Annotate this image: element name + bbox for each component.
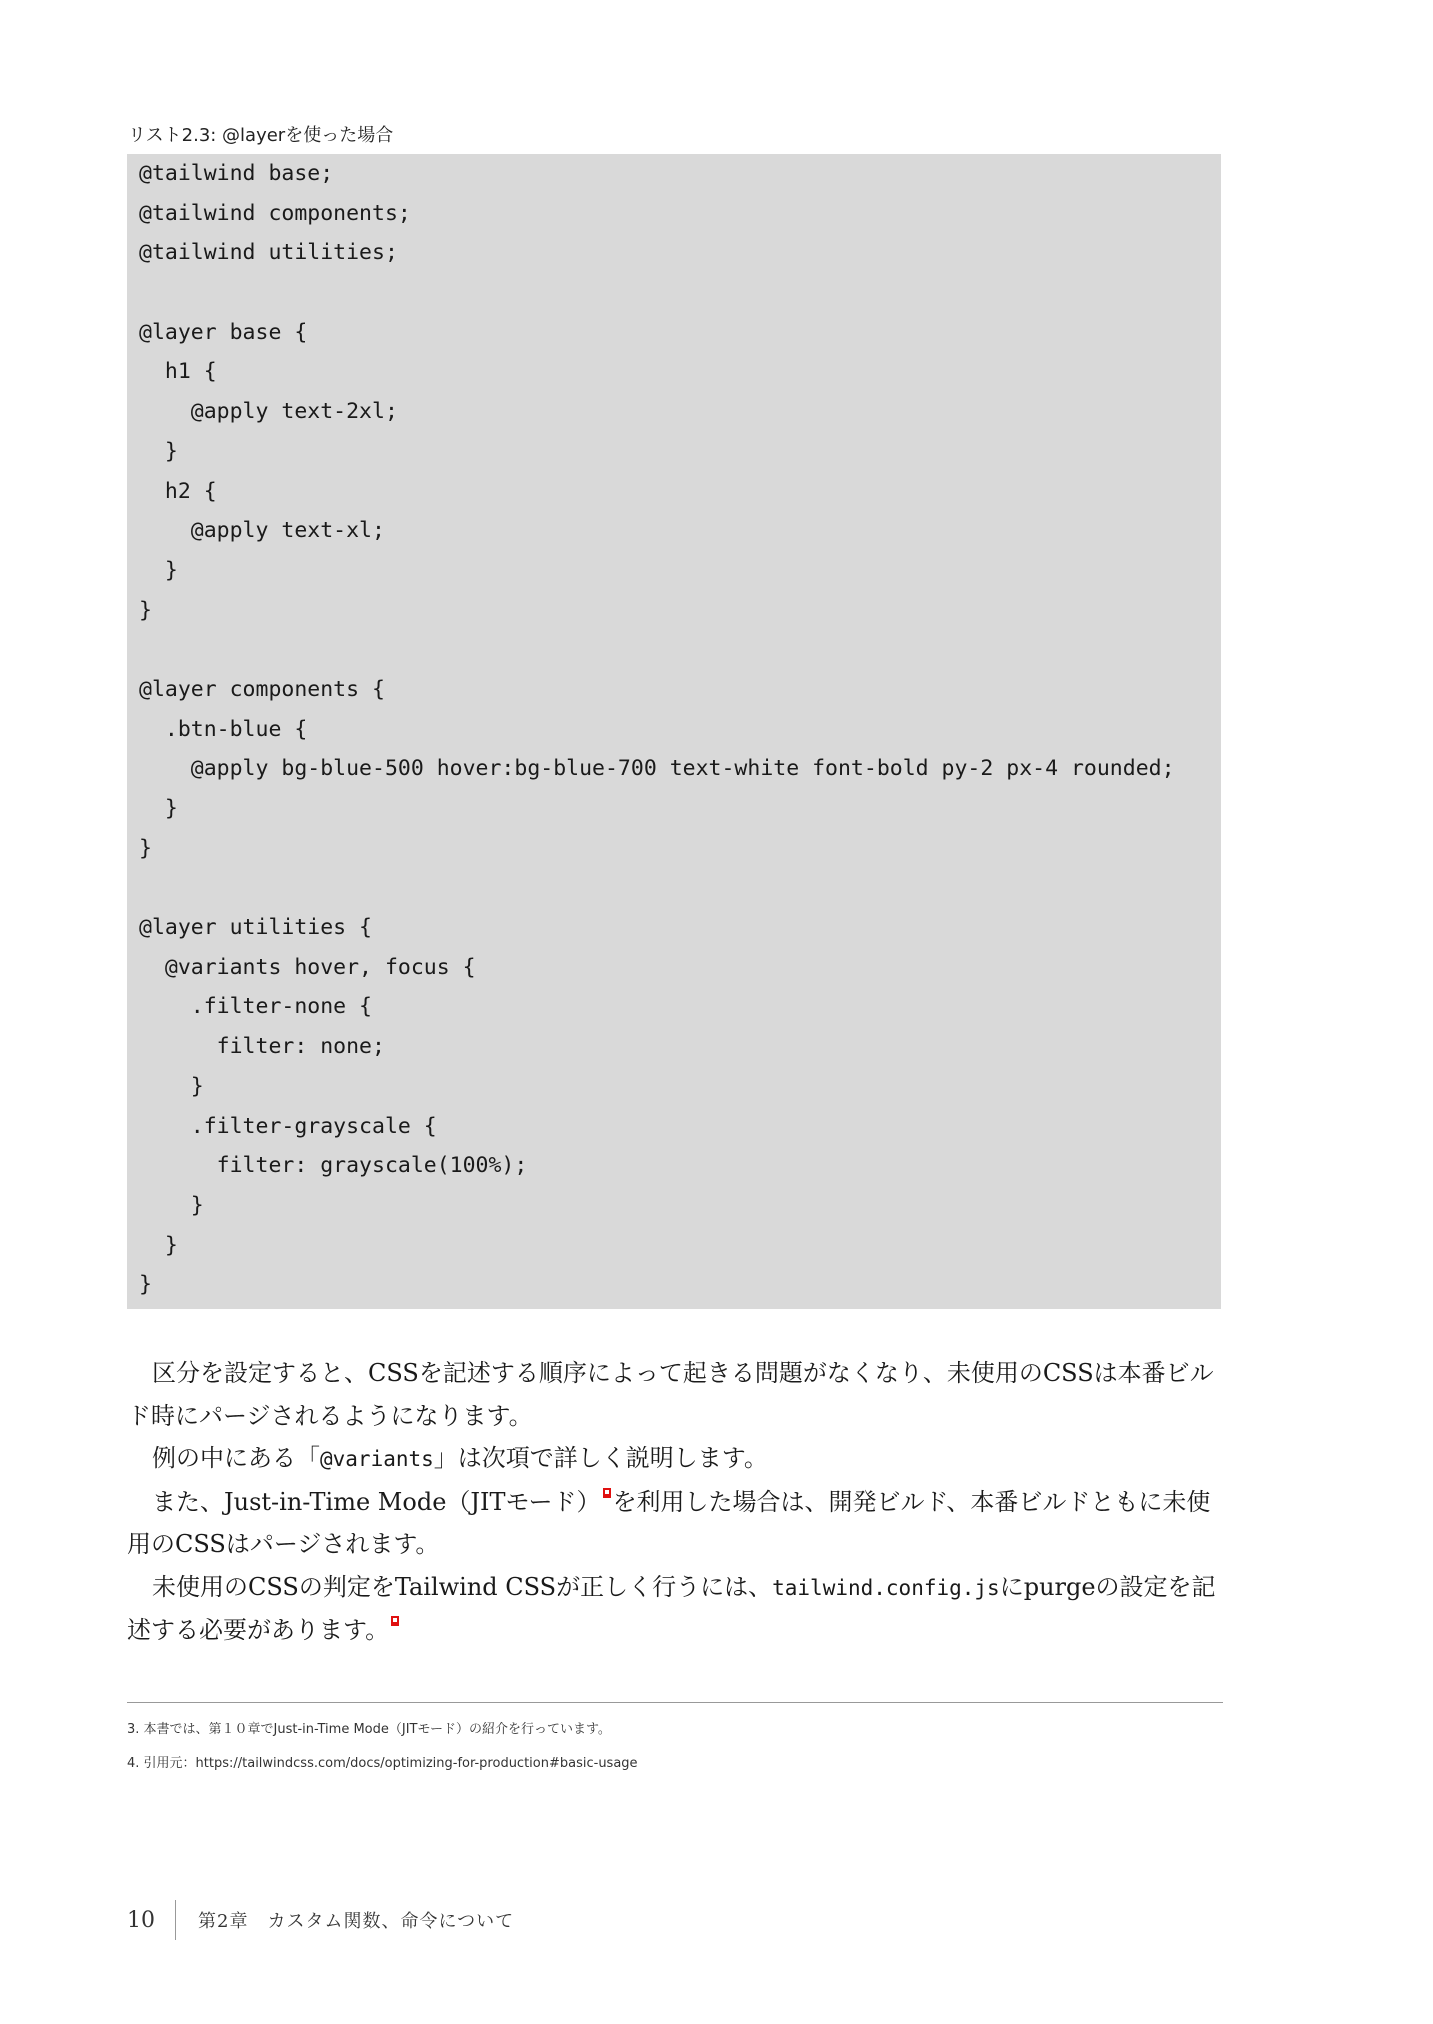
code-line: @tailwind utilities; (139, 240, 398, 266)
inline-code-variants: @variants (320, 1447, 434, 1471)
footer-divider (175, 1900, 176, 1940)
paragraph-4-text-before: 未使用のCSSの判定をTailwind CSSが正しく行うには、 (152, 1572, 773, 1601)
code-line: h2 { (139, 478, 217, 504)
code-line: @layer base { (139, 319, 308, 345)
code-line: .filter-none { (139, 994, 372, 1020)
code-line (139, 273, 1175, 313)
code-line: @tailwind components; (139, 200, 411, 226)
code-line: h1 { (139, 359, 217, 385)
body-text (127, 1352, 1223, 1652)
footnote-4-marker-icon[interactable] (391, 1616, 399, 1626)
paragraph-3-text-before: また、Just-in-Time Mode（JITモード） (152, 1487, 601, 1516)
code-line: filter: grayscale(100%); (139, 1153, 528, 1179)
paragraph-4 (127, 1566, 1223, 1652)
code-line: @apply text-xl; (139, 518, 385, 544)
code-line: } (139, 1073, 204, 1099)
paragraph-3 (127, 1481, 1223, 1566)
paragraph-4-text-middle: にpurgeの設定を記述する必要があります。 (127, 1572, 1216, 1644)
code-line: @variants hover, focus { (139, 954, 476, 980)
code-line: @apply text-2xl; (139, 399, 398, 425)
code-line: @layer components { (139, 676, 385, 702)
code-line: filter: none; (139, 1034, 385, 1060)
paragraph-2-text-after: 」は次項で詳しく説明します。 (433, 1444, 768, 1472)
paragraph-2 (127, 1437, 1223, 1481)
footnote-3: 3. 本書では、第１０章でJust-in-Time Mode（JITモード）の紹介を行っています。 (127, 1722, 611, 1737)
code-line: } (139, 438, 178, 464)
footnote-4: 4. 引用元：https://tailwindcss.com/docs/optimizing-for-production#basic-usage (127, 1756, 638, 1771)
footnote-3-marker-icon[interactable] (603, 1488, 611, 1498)
inline-code-config-file: tailwind.config.js (772, 1575, 1000, 1600)
paragraph-2-text-before: 例の中にある「 (152, 1444, 320, 1472)
code-line (139, 630, 1175, 670)
code-line (139, 868, 1175, 908)
code-line: } (139, 835, 152, 861)
code-line: @apply bg-blue-500 hover:bg-blue-700 text-white font-bold py-2 px-4 rounded; (139, 756, 1175, 782)
code-line: } (139, 796, 178, 821)
code-line: } (139, 597, 152, 623)
page-footer (127, 1900, 514, 1940)
paragraph-1-text: 区分を設定すると、CSSを記述する順序によって起きる問題がなくなり、未使用のCSSは本番ビルド時にパージされるようになります。 (127, 1359, 1214, 1430)
code-lines (139, 154, 1175, 1305)
code-line: .filter-grayscale { (139, 1113, 437, 1139)
code-line: } (139, 1272, 152, 1298)
code-line: } (139, 1232, 178, 1258)
paragraph-3-text-after: を利用した場合は、開発ビルド、本番ビルドともに未使用のCSSはパージされます。 (127, 1487, 1211, 1558)
footnotes (127, 1713, 638, 1781)
code-line: .btn-blue { (139, 716, 308, 742)
listing-caption: リスト2.3: @layerを使った場合 (128, 125, 394, 146)
code-block (127, 154, 1221, 1309)
footnote-divider (127, 1702, 1223, 1703)
code-line: } (139, 557, 178, 583)
code-line: } (139, 1192, 204, 1218)
chapter-title: 第2章 カスタム関数、命令について (198, 1911, 515, 1932)
code-line: @layer utilities { (139, 915, 372, 941)
page-number: 10 (127, 1907, 155, 1933)
code-line: @tailwind base; (139, 161, 334, 186)
paragraph-1 (127, 1352, 1223, 1437)
